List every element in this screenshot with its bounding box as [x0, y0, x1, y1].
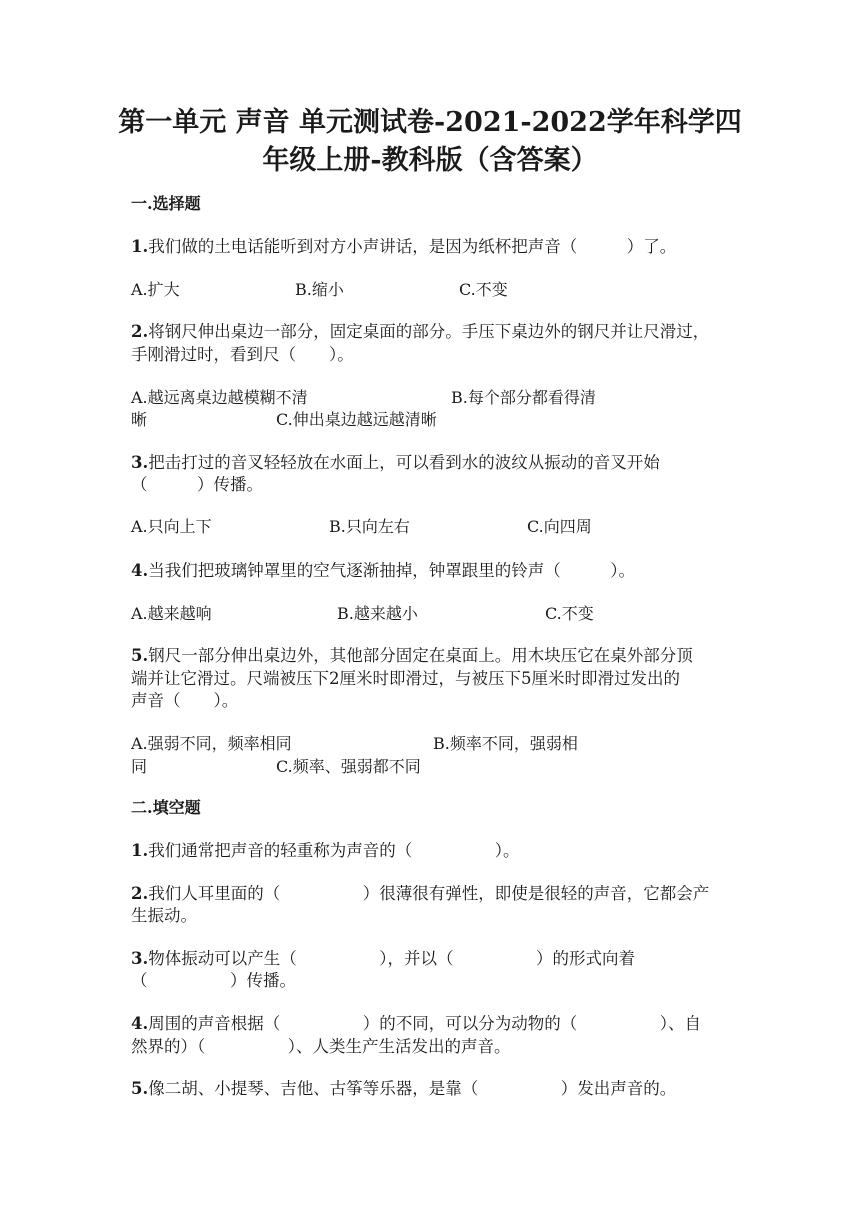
section-heading-fill: 二.填空题	[131, 798, 201, 817]
title-line-1: 第一单元 声音 单元测试卷-2021-2022学年科学四	[118, 107, 742, 138]
question-line	[131, 1078, 676, 1100]
question-number: 5.	[131, 1079, 149, 1098]
question-number: 4.	[131, 1014, 149, 1033]
question-line	[131, 560, 635, 582]
question-text-continued: （ ）传播。	[131, 971, 296, 990]
question-line	[131, 321, 709, 343]
option-b: B.频率不同，强弱相	[433, 734, 578, 753]
question-text: 像二胡、小提琴、吉他、古筝等乐器，是靠（ ）发出声音的。	[148, 1079, 677, 1098]
question-line	[131, 883, 709, 905]
title-line-2: 年级上册-教科版（含答案）	[262, 145, 598, 176]
question-text: 物体振动可以产生（ ），并以（ ）的形式向着	[148, 949, 635, 968]
question-number: 3.	[131, 453, 149, 472]
question-number: 1.	[131, 237, 149, 256]
option-a: A.越来越响	[131, 604, 212, 623]
section-heading-choice: 一.选择题	[131, 194, 201, 213]
question-text: 我们做的土电话能听到对方小声讲话，是因为纸杯把声音（ ）了。	[148, 237, 677, 256]
question-line	[131, 452, 660, 474]
question-text: 将钢尺伸出桌边一部分，固定桌面的部分。手压下桌边外的钢尺并让尺滑过，	[148, 322, 710, 341]
question-text: 钢尺一部分伸出桌边外，其他部分固定在桌面上。用木块压它在桌外部分顶	[148, 646, 693, 665]
option-c: C.不变	[459, 280, 508, 299]
option-b-continued: 晰	[131, 410, 148, 429]
question-text: 我们人耳里面的（ ）很薄很有弹性，即使是很轻的声音，它都会产	[148, 884, 710, 903]
option-c: C.伸出桌边越远越清晰	[276, 410, 437, 429]
option-b: B.缩小	[295, 280, 344, 299]
option-b-continued: 同	[131, 757, 148, 776]
question-line	[131, 1013, 701, 1035]
option-a: A.越远离桌边越模糊不清	[131, 388, 308, 407]
question-line	[131, 236, 676, 258]
question-number: 2.	[131, 322, 149, 341]
document-title	[60, 104, 800, 180]
option-a: A.扩大	[131, 280, 180, 299]
question-number: 1.	[131, 841, 149, 860]
question-text: 把击打过的音叉轻轻放在水面上，可以看到水的波纹从振动的音叉开始	[148, 453, 660, 472]
option-b: B.只向左右	[329, 517, 410, 536]
question-text-continued: 生振动。	[131, 906, 197, 925]
question-text-continued: 然界的）（ ）、人类生产生活发出的声音。	[131, 1037, 511, 1056]
question-text: 周围的声音根据（ ）的不同，可以分为动物的（ ）、自	[148, 1014, 701, 1033]
question-text-continued: 声音（ ）。	[131, 691, 239, 710]
option-c: C.向四周	[527, 517, 592, 536]
question-text-continued: 端并让它滑过。尺端被压下2厘米时即滑过，与被压下5厘米时即滑过发出的	[131, 669, 680, 688]
question-line	[131, 645, 693, 667]
option-a: A.只向上下	[131, 517, 212, 536]
option-c: C.不变	[545, 604, 594, 623]
question-line	[131, 948, 635, 970]
option-b: B.每个部分都看得清	[451, 388, 596, 407]
question-number: 3.	[131, 949, 149, 968]
question-number: 2.	[131, 884, 149, 903]
question-text-continued: 手刚滑过时，看到尺（ ）。	[131, 345, 354, 364]
question-number: 5.	[131, 646, 149, 665]
question-number: 4.	[131, 561, 149, 580]
option-a: A.强弱不同，频率相同	[131, 734, 292, 753]
question-text: 我们通常把声音的轻重称为声音的（ ）。	[148, 841, 520, 860]
question-line	[131, 840, 519, 862]
option-b: B.越来越小	[337, 604, 418, 623]
question-text-continued: （ ）传播。	[131, 475, 263, 494]
question-text: 当我们把玻璃钟罩里的空气逐渐抽掉，钟罩跟里的铃声（ ）。	[148, 561, 635, 580]
option-c: C.频率、强弱都不同	[276, 757, 421, 776]
